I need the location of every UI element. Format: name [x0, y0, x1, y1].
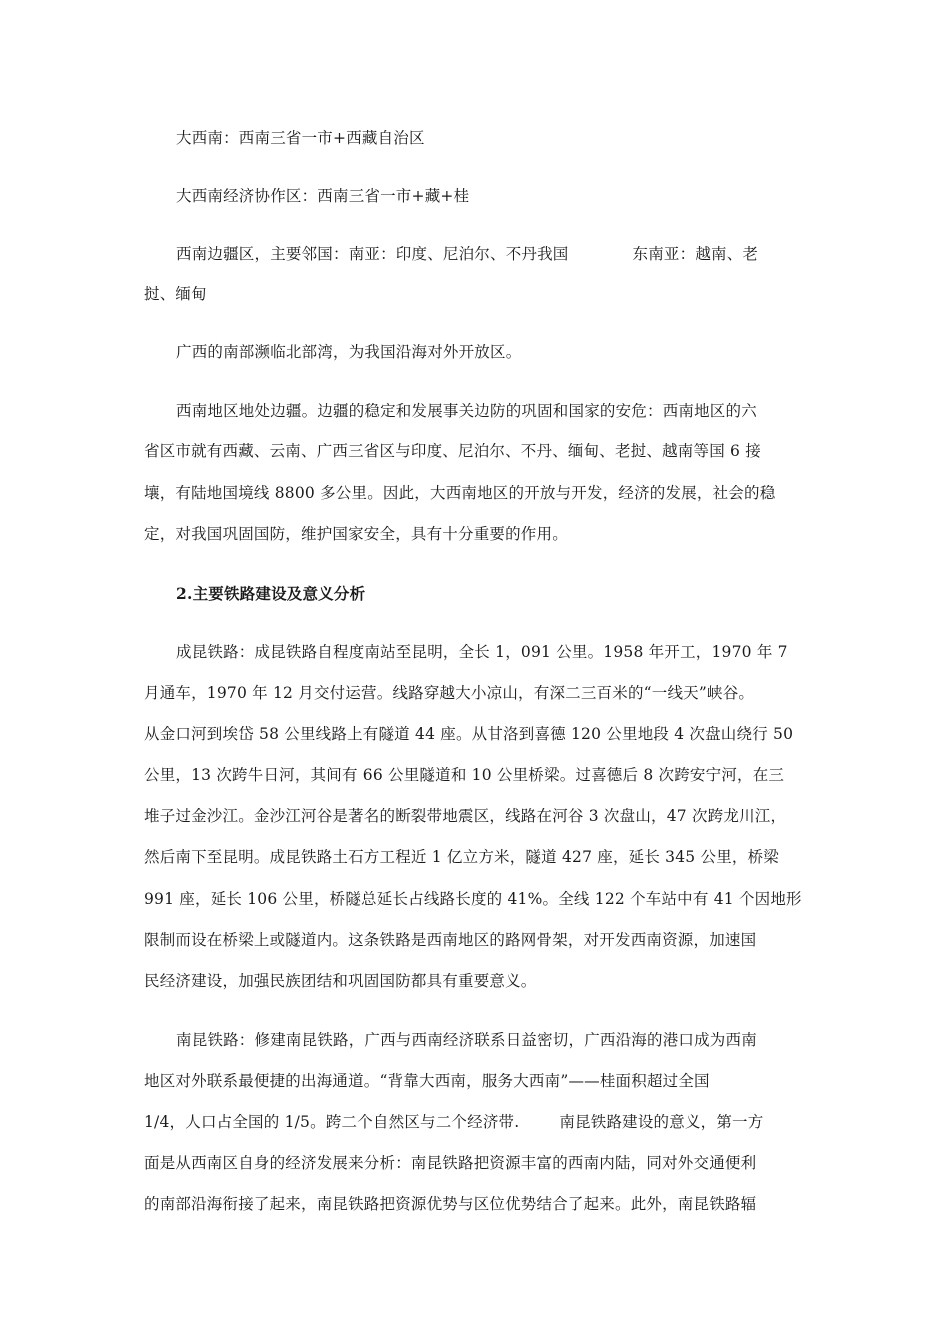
paragraph-chengkun-line4: 公里，13 次跨牛日河，其间有 66 公里隧道和 10 公里桥梁。过喜德后 8 次跨安宁河，在三 [144, 766, 785, 784]
paragraph-chengkun-line3: 从金口河到埃岱 58 公里线路上有隧道 44 座。从甘洛到喜德 120 公里地段 4 次盘山绕行 50 [144, 725, 794, 743]
paragraph-chengkun-line5: 堆子过金沙江。金沙江河谷是著名的断裂带地震区，线路在河谷 3 次盘山，47 次跨龙川江， [144, 807, 787, 825]
paragraph-border-region-line2: 挝、缅甸 [144, 285, 207, 303]
paragraph-chengkun-line7: 991 座，延长 106 公里，桥隧总延长占线路长度的 41%。全线 122 个车站中有 41 个因地形 [144, 890, 802, 908]
paragraph-nankun-line1: 南昆铁路：修建南昆铁路，广西与西南经济联系日益密切，广西沿海的港口成为西南 [176, 1031, 757, 1049]
border-region-south-asia: 西南边疆区，主要邻国：南亚：印度、尼泊尔、不丹我国 [176, 245, 569, 263]
paragraph-chengkun-line8: 限制而设在桥梁上或隧道内。这条铁路是西南地区的路网骨架，对开发西南资源，加速国 [144, 931, 757, 949]
paragraph-nankun-line4: 面是从西南区自身的经济发展来分析：南昆铁路把资源丰富的西南内陆，同对外交通便利 [144, 1154, 757, 1172]
section-heading-railways: 2.主要铁路建设及意义分析 [176, 584, 366, 603]
paragraph-guangxi: 广西的南部濒临北部湾，为我国沿海对外开放区。 [176, 343, 522, 361]
paragraph-chengkun-line2: 月通车，1970 年 12 月交付运营。线路穿越大小凉山，有深二三百米的“一线天”峡谷。 [144, 684, 755, 702]
paragraph-southwest-definition: 大西南：西南三省一市+西藏自治区 [176, 129, 425, 147]
paragraph-chengkun-line1: 成昆铁路：成昆铁路自程度南站至昆明，全长 1，091 公里。1958 年开工，1970 年 7 [176, 643, 788, 661]
paragraph-frontier-line1: 西南地区地处边疆。边疆的稳定和发展事关边防的巩固和国家的安危：西南地区的六 [176, 402, 757, 420]
paragraph-frontier-line4: 定，对我国巩固国防，维护国家安全，具有十分重要的作用。 [144, 525, 568, 543]
border-region-southeast-asia: 东南亚：越南、老 [632, 245, 759, 263]
paragraph-nankun-line2: 地区对外联系最便捷的出海通道。“背靠大西南，服务大西南”——桂面积超过全国 [144, 1072, 710, 1090]
nankun-guangxi-stats: 1/4，人口占全国的 1/5。跨二个自然区与二个经济带. [144, 1113, 520, 1131]
paragraph-nankun-line5: 的南部沿海衔接了起来，南昆铁路把资源优势与区位优势结合了起来。此外，南昆铁路辐 [144, 1195, 757, 1213]
paragraph-cooperation-zone: 大西南经济协作区：西南三省一市+藏+桂 [176, 187, 470, 205]
paragraph-nankun-line3 [144, 1112, 814, 1132]
paragraph-chengkun-line9: 民经济建设，加强民族团结和巩固国防都具有重要意义。 [144, 972, 537, 990]
nankun-significance-intro: 南昆铁路建设的意义，第一方 [559, 1113, 764, 1131]
paragraph-frontier-line2: 省区市就有西藏、云南、广西三省区与印度、尼泊尔、不丹、缅甸、老挝、越南等国 6 接 [144, 442, 761, 460]
paragraph-frontier-line3: 壤，有陆地国境线 8800 多公里。因此，大西南地区的开放与开发，经济的发展，社会的稳 [144, 484, 776, 502]
paragraph-border-region-line1 [176, 244, 814, 264]
paragraph-chengkun-line6: 然后南下至昆明。成昆铁路土石方工程近 1 亿立方米，隧道 427 座，延长 345 公里，桥梁 [144, 848, 779, 866]
